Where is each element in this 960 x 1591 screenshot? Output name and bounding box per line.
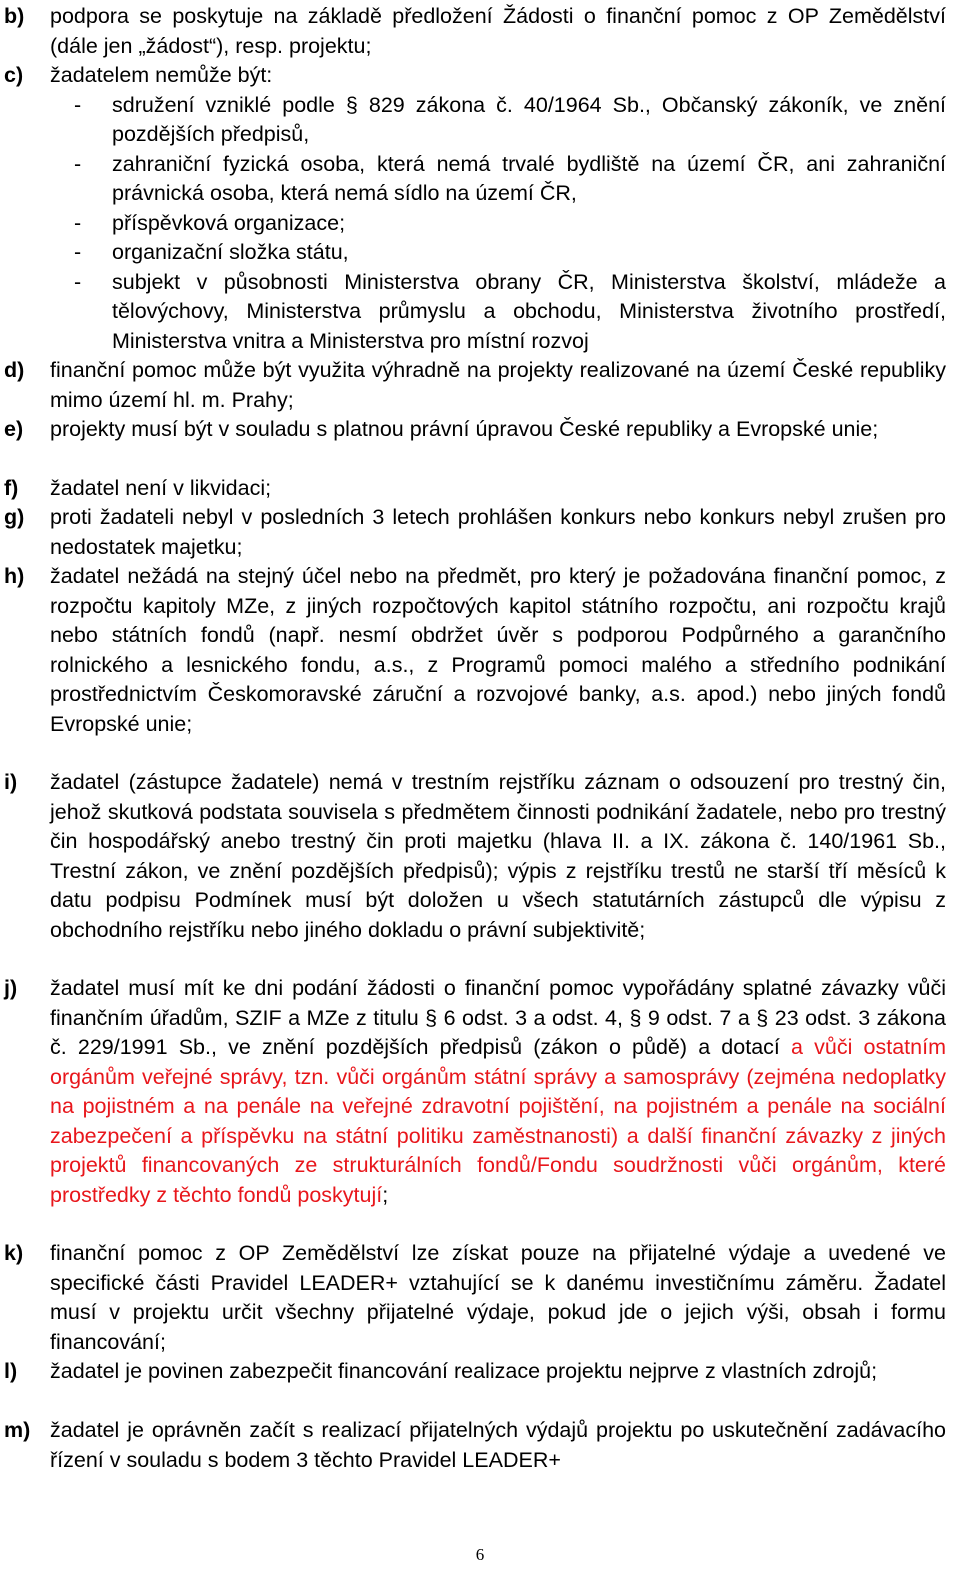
item-marker: f) <box>4 476 19 500</box>
item-marker: h) <box>4 564 25 588</box>
list-item-j <box>4 974 946 1210</box>
item-text: žadatel nežádá na stejný účel nebo na předmět, pro který je požadována finanční pomoc, z rozpočtu kapitoly MZe, z jiných rozpočtových kapitol státního rozpočtu, ani rozpočtu krajů nebo státních fondů (např. nesmí obdržet úvěr s podporou Podpůrného a garančního rolnického a lesnického fondu, a.s., z Programů pomoci malého a středního podnikání prostřednictvím Českomoravské záruční a rozvojové banky, a.s. apod.) nebo jiných fondů Evropské unie; <box>50 564 946 736</box>
sub-list-item: - subjekt v působnosti Ministerstva obrany ČR, Ministerstva školství, mládeže a tělovýchovy, Ministerstva průmyslu a obchodu, Ministerstva životního prostředí, Ministerstva vnitra a Ministerstva pro místní rozvoj <box>74 269 946 353</box>
page-number: 6 <box>475 1545 485 1564</box>
sub-list-item: - zahraniční fyzická osoba, která nemá trvalé bydliště na území ČR, ani zahraniční právnická osoba, která nemá sídlo na území ČR, <box>74 151 946 205</box>
item-text: projekty musí být v souladu s platnou právní úpravou České republiky a Evropské unie; <box>50 417 879 441</box>
item-text: žadatel je povinen zabezpečit financování realizace projektu nejprve z vlastních zdrojů; <box>50 1359 878 1383</box>
list-item-e <box>4 415 946 445</box>
list-item-c <box>4 61 946 356</box>
item-text: žadatelem nemůže být: <box>50 63 273 87</box>
item-text-highlighted: a vůči ostatním orgánům veřejné správy, tzn. vůči orgánům státní správy a samosprávy (zejména nedoplatky na pojistném a na penále na veřejné zdravotní pojištění, na pojistném a penále na sociální zabezpečení a příspěvku na státní politiku zaměstnanosti) a další finanční závazky z jiných projektů financovaných ze strukturálních fondů/Fondu soudržnosti vůči orgánům, které prostředky z těchto fondů poskytují <box>50 1035 946 1207</box>
item-text-black: žadatel musí mít ke dni podání žádosti o finanční pomoc vypořádány splatné závazky vůči finančním úřadům, SZIF a MZe z titulu § 6 odst. 3 a odst. 4, § 9 odst. 7 a § 23 odst. 3 zákona č. 229/1991 Sb., ve znění pozdějších předpisů (zákon o půdě) a dotací <box>50 976 946 1059</box>
item-text: proti žadateli nebyl v posledních 3 letech prohlášen konkurs nebo konkurs nebyl zrušen pro nedostatek majetku; <box>50 505 946 559</box>
list-item-m <box>4 1416 946 1475</box>
sub-list-item: - organizační složka státu, <box>74 240 349 264</box>
list-item-d <box>4 356 946 415</box>
item-marker: m) <box>4 1418 31 1442</box>
item-text <box>50 974 946 1210</box>
sub-list-item: - sdružení vzniklé podle § 829 zákona č. 40/1964 Sb., Občanský zákoník, ve znění pozdějších předpisů, <box>74 92 946 146</box>
item-text: finanční pomoc z OP Zemědělství lze získat pouze na přijatelné výdaje a uvedené ve specifické části Pravidel LEADER+ vztahující se k danému investičnímu záměru. Žadatel musí v projektu určit všechny přijatelné výdaje, pokud jde o jejich výši, obsah i formu financování; <box>50 1241 946 1354</box>
list-item-b <box>4 2 946 61</box>
item-marker: k) <box>4 1241 24 1265</box>
item-text: žadatel (zástupce žadatele) nemá v trestním rejstříku záznam o odsouzení pro trestný čin, jehož skutková podstata souvisela s předmětem činnosti podnikání žadatele, nebo pro trestný čin hospodářský anebo trestný čin proti majetku (hlava II. a IX. zákona č. 140/1961 Sb., Trestní zákon, ve znění pozdějších předpisů); výpis z rejstříku trestů ne starší tří měsíců k datu podpisu Podmínek musí být doložen u všech statutárních zástupců dle výpisu z obchodního rejstříku nebo jiného dokladu o právní subjektivitě; <box>50 770 946 942</box>
item-marker: g) <box>4 505 25 529</box>
item-text: podpora se poskytuje na základě předložení Žádosti o finanční pomoc z OP Zemědělství (dále jen „žádost“), resp. projektu; <box>50 4 946 58</box>
item-marker: c) <box>4 63 24 87</box>
list-item-l <box>4 1357 946 1387</box>
item-marker: e) <box>4 417 24 441</box>
item-marker: b) <box>4 4 25 28</box>
item-text-end: ; <box>382 1182 389 1207</box>
item-text: žadatel není v likvidaci; <box>50 476 272 500</box>
list-item-i <box>4 768 946 945</box>
sub-list-item: - příspěvková organizace; <box>74 210 346 235</box>
list-item-g <box>4 503 946 562</box>
item-marker: j) <box>4 976 18 1000</box>
item-marker: d) <box>4 358 25 382</box>
sub-list <box>50 91 946 357</box>
item-text: žadatel je oprávněn začít s realizací přijatelných výdajů projektu po uskutečnění zadávacího řízení v souladu s bodem 3 těchto Pravidel LEADER+ <box>50 1418 946 1472</box>
list-item-k <box>4 1239 946 1357</box>
item-marker: l) <box>4 1359 18 1383</box>
item-text: finanční pomoc může být využita výhradně na projekty realizované na území České republiky mimo území hl. m. Prahy; <box>50 358 946 412</box>
item-marker: i) <box>4 770 18 794</box>
list-item-f <box>4 474 946 504</box>
list-item-h <box>4 562 946 739</box>
